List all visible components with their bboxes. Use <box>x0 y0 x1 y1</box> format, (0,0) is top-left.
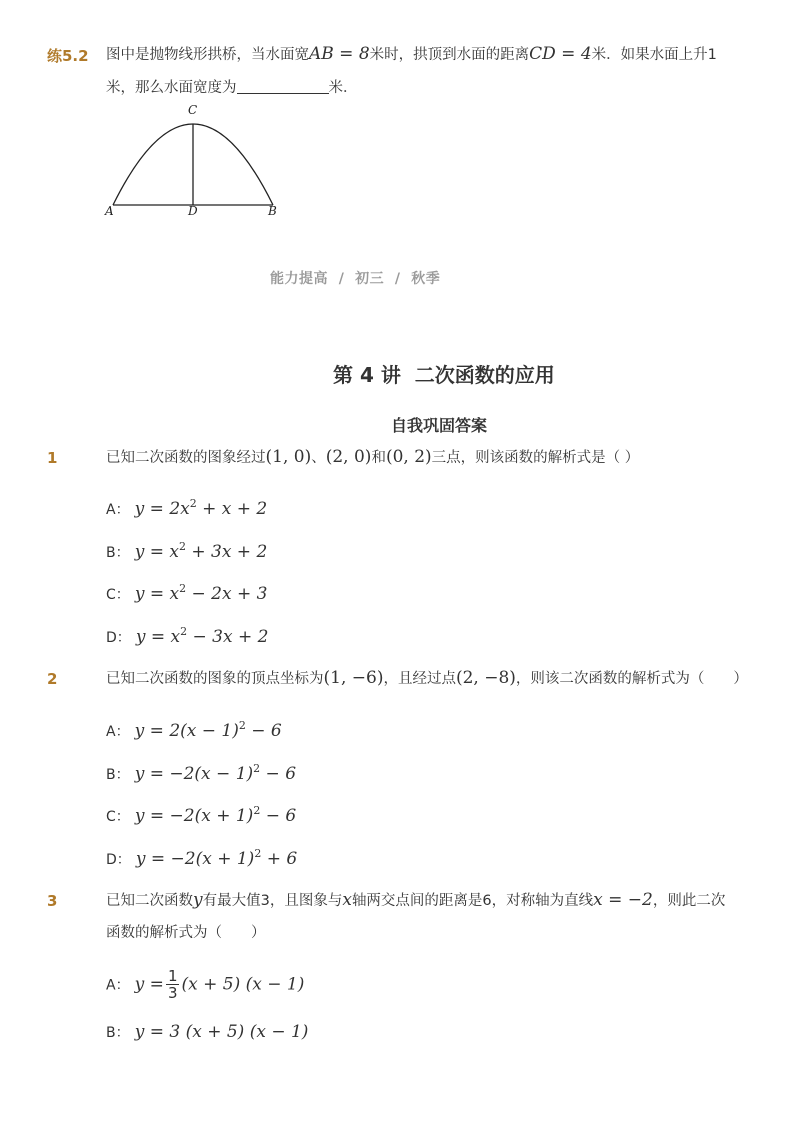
option-b[interactable] <box>106 1022 308 1042</box>
exercise-line-2 <box>106 78 358 98</box>
option-c[interactable] <box>106 804 296 826</box>
math-point: (1, 0) <box>265 447 312 467</box>
q3-text: 有最大值3，且图象与 <box>202 893 343 909</box>
option-label: D： <box>106 630 131 646</box>
label-b: B <box>268 204 277 218</box>
question-number: 3 <box>47 892 58 910</box>
label-c: C <box>188 103 198 117</box>
option-expr: $y = -2(x + 1)^2 + 6$ <box>135 847 298 869</box>
option-d[interactable] <box>106 847 297 869</box>
exercise-text: 米时，拱顶到水面的距离 <box>369 47 530 63</box>
math-point: (0, 2) <box>385 447 432 467</box>
option-expr: $y = -2(x + 1)^2 - 6$ <box>134 804 297 826</box>
option-label: D： <box>106 852 131 868</box>
exercise-text: 米，那么水面宽度为 <box>106 80 237 96</box>
exercise-text: 米． <box>328 80 358 96</box>
option-b[interactable] <box>106 762 296 784</box>
question-number: 1 <box>47 449 58 467</box>
exercise-label: 练5.2 <box>47 47 89 65</box>
exercise-line-1 <box>106 44 717 65</box>
option-expr: $y = 2(x - 1)^2 - 6$ <box>134 719 282 741</box>
option-a[interactable] <box>106 719 282 741</box>
fraction <box>166 968 180 1001</box>
math-point: (2, 0) <box>325 447 372 467</box>
parabola-bridge-diagram <box>100 98 290 223</box>
lecture-title: 第 4 讲 二次函数的应用 <box>333 363 555 387</box>
math-axis: x = −2 <box>593 890 653 910</box>
question-text-line-2: 函数的解析式为（ ） <box>106 925 266 941</box>
option-d[interactable] <box>106 625 268 647</box>
math-var-y: y <box>193 890 203 910</box>
section-subtitle: 自我巩固答案 <box>391 416 488 435</box>
option-label: A： <box>106 502 130 518</box>
option-label: B： <box>106 767 130 783</box>
q2-text: ，则该二次函数的解析式为（ ） <box>515 671 748 687</box>
q1-text: 、 <box>311 450 326 466</box>
question-text <box>106 890 725 911</box>
question-text <box>106 447 639 468</box>
option-a[interactable] <box>106 497 267 519</box>
q1-text: 和 <box>371 450 386 466</box>
exercise-text: 米．如果水面上升1 <box>591 47 717 63</box>
option-b[interactable] <box>106 540 267 562</box>
math-var-x: x <box>342 890 352 910</box>
option-label: C： <box>106 809 130 825</box>
option-expr: y = 3 (x + 5) (x − 1) <box>134 1022 309 1042</box>
answer-blank[interactable] <box>237 79 329 94</box>
option-label: B： <box>106 545 130 561</box>
option-label: A： <box>106 977 130 994</box>
exercise-text: 图中是抛物线形拱桥，当水面宽 <box>106 47 309 63</box>
q3-text: 已知二次函数 <box>106 893 193 909</box>
math-cd: CD = 4 <box>529 44 592 64</box>
q3-text: ，则此二次 <box>652 893 726 909</box>
option-a[interactable] <box>106 968 304 1001</box>
option-label: B： <box>106 1025 130 1041</box>
label-a: A <box>105 204 114 218</box>
option-expr: (x + 5) (x − 1) <box>181 974 305 995</box>
option-expr: $y = -2(x - 1)^2 - 6$ <box>134 762 297 784</box>
option-expr: $y = x^2 - 3x + 2$ <box>135 625 269 647</box>
q2-text: ，且经过点 <box>383 671 456 687</box>
page-footer: 能力提高 / 初三 / 秋季 <box>270 271 441 287</box>
fraction-denominator: 3 <box>167 984 178 1002</box>
math-point: (2, −8) <box>455 668 516 688</box>
q1-text: 三点，则该函数的解析式是（ ） <box>431 450 640 466</box>
label-d: D <box>188 204 198 218</box>
option-expr: y = <box>134 974 164 995</box>
option-expr: $y = x^2 + 3x + 2$ <box>134 540 268 562</box>
q3-text: 轴两交点间的距离是6，对称轴为直线 <box>351 893 594 909</box>
math-point: (1, −6) <box>323 668 384 688</box>
question-text <box>106 668 748 689</box>
q1-text: 已知二次函数的图象经过 <box>106 450 266 466</box>
fraction-numerator: 1 <box>167 967 178 985</box>
option-label: A： <box>106 724 130 740</box>
math-ab: AB = 8 <box>309 44 370 64</box>
option-label: C： <box>106 587 130 603</box>
option-c[interactable] <box>106 582 267 604</box>
option-expr: $y = 2x^2 + x + 2$ <box>134 497 268 519</box>
q2-text: 已知二次函数的图象的顶点坐标为 <box>106 671 324 687</box>
question-number: 2 <box>47 670 58 688</box>
option-expr: $y = x^2 - 2x + 3$ <box>134 582 268 604</box>
